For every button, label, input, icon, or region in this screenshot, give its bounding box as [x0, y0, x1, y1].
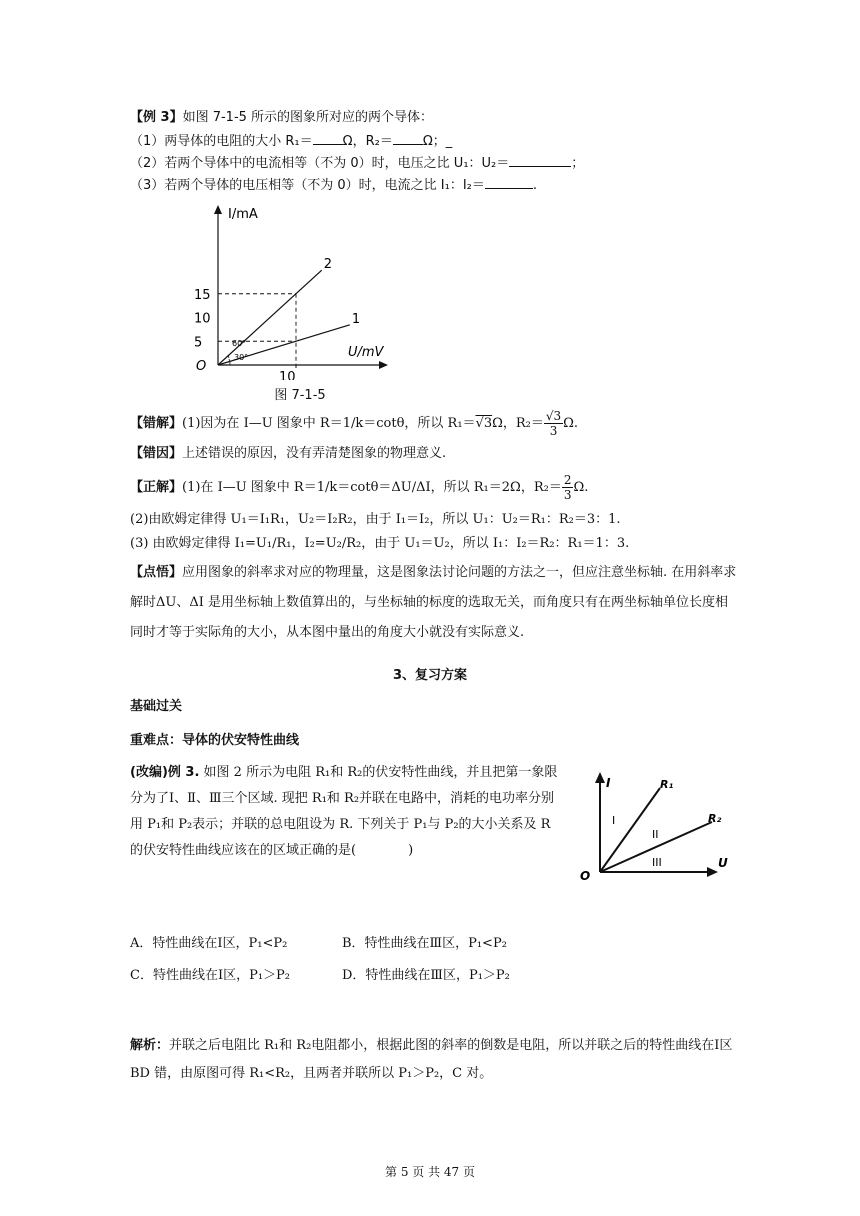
example-intro-text: 如图 7-1-5 所示的图象所对应的两个导体： — [182, 110, 434, 125]
key-point-heading: 重难点：导体的伏安特性曲线 — [130, 733, 300, 748]
x-tick-label-10: 10 — [279, 370, 296, 380]
wrong-solution — [130, 408, 578, 440]
series-line-2 — [218, 270, 322, 365]
correct-solution-text: (1)在 I—U 图象中 R＝1/k＝cotθ＝ΔU/ΔI，所以 R₁＝2Ω，R₂＝ — [182, 480, 562, 495]
option-c: C．特性曲线在Ⅰ区，P₁＞P₂ — [130, 968, 290, 983]
region-2-label: II — [652, 828, 659, 841]
question-3-text-b: . — [532, 178, 538, 193]
option-row-1 — [130, 934, 507, 954]
origin-label: O — [580, 869, 591, 883]
correct-solution-heading: 【正解】 — [130, 480, 183, 495]
basic-heading: 基础过关 — [130, 699, 183, 714]
fraction-denominator: 3 — [549, 424, 558, 438]
answer-blank — [509, 152, 571, 167]
angle-60-label: 60° — [232, 339, 247, 348]
option-row-2 — [130, 966, 510, 986]
series-label-2: 2 — [323, 257, 333, 273]
wrong-solution-heading: 【错解】 — [130, 416, 183, 431]
wrong-solution-text: (1)因为在 I—U 图象中 R＝1/k＝cotθ，所以 R₁＝ — [182, 416, 476, 431]
question-3-text-a: （3）若两个导体的电压相等（不为 0）时，电流之比 I₁：I₂＝ — [130, 178, 485, 193]
answer-blank — [393, 130, 423, 145]
u-axis-label: U — [718, 856, 728, 870]
origin-label: O — [196, 359, 207, 374]
question-2-text-b: ； — [571, 156, 585, 171]
y-axis-arrow — [214, 205, 222, 214]
adapted-example-3 — [130, 760, 560, 864]
y-tick-label-15: 15 — [194, 287, 211, 303]
angle-30-label: 30° — [234, 353, 249, 362]
figure-caption: 图 7-1-5 — [274, 388, 326, 403]
option-d: D．特性曲线在Ⅲ区，P₁＞P₂ — [342, 968, 510, 983]
figure-2-iv-curves — [576, 768, 746, 886]
y-tick-label-10: 10 — [194, 311, 211, 327]
i-axis-arrow — [595, 772, 605, 783]
adapted-example-lead: (改编)例 3. — [130, 765, 200, 780]
option-a: A．特性曲线在Ⅰ区，P₁<P₂ — [130, 936, 288, 951]
correct-solution-step-2: (2)由欧姆定律得 U₁＝I₁R₁，U₂＝I₂R₂，由于 I₁＝I₂，所以 U₁：U₂＝R₁：R₂＝3：1. — [130, 512, 621, 527]
fraction-denominator: 3 — [563, 488, 572, 502]
fraction-2-over-3 — [562, 473, 574, 502]
i-axis-label: I — [606, 776, 611, 790]
question-1-text-c: Ω；_ — [422, 134, 453, 149]
correct-solution-end: Ω. — [573, 480, 589, 495]
error-cause-heading: 【错因】 — [130, 446, 183, 461]
fraction-sqrt3-over-3 — [544, 409, 563, 438]
example-3-intro — [130, 108, 433, 128]
analysis-paragraph — [130, 1032, 740, 1088]
y-axis-label: I/mA — [228, 207, 258, 222]
section-title: 3、复习方案 — [392, 668, 468, 683]
wrong-solution-mid: Ω，R₂＝ — [492, 416, 544, 431]
insight-paragraph — [130, 558, 740, 648]
question-2-text-a: （2）若两个导体中的电流相等（不为 0）时，电压之比 U₁：U₂＝ — [130, 156, 510, 171]
error-cause — [130, 444, 446, 464]
question-1-text-a: （1）两导体的电阻的大小 R₁＝ — [130, 134, 313, 149]
sqrt3-value: √3 — [475, 416, 493, 431]
error-cause-text: 上述错误的原因，没有弄清楚图象的物理意义. — [182, 446, 447, 461]
r1-label: R₁ — [660, 778, 674, 791]
correct-solution-step-3: (3) 由欧姆定律得 I₁=U₁/R₁，I₂=U₂/R₂，由于 U₁＝U₂，所以 I₁：I₂＝R₂：R₁＝1：3. — [130, 536, 630, 551]
u-axis-arrow — [707, 867, 718, 877]
figure-7-1-5-chart — [190, 200, 390, 380]
fraction-numerator: √3 — [545, 409, 562, 423]
adapted-example-text: 如图 2 所示为电阻 R₁和 R₂的伏安特性曲线，并且把第一象限分为了Ⅰ、Ⅱ、Ⅲ三个区域. 现把 R₁和 R₂并联在电路中，消耗的电功率分别用 P₁和 P₂表示；并联的总电阻设为 R. 下列关于 P₁与 P₂的大小关系及 R 的伏安特性曲线应该在的区域正确的是( ) — [130, 765, 558, 858]
analysis-text: 并联之后电阻比 R₁和 R₂电阻都小，根据此图的斜率的倒数是电阻，所以并联之后的特性曲线在Ⅰ区 BD 错，由原图可得 R₁<R₂，且两者并联所以 P₁＞P₂，C 对。 — [130, 1038, 733, 1081]
question-1 — [130, 130, 452, 152]
r2-label: R₂ — [708, 812, 722, 825]
insight-heading: 【点悟】 — [130, 565, 183, 580]
region-1-label: I — [612, 814, 616, 827]
x-axis-arrow — [379, 361, 388, 369]
x-axis-label: U/mV — [348, 345, 384, 360]
y-tick-label-5: 5 — [194, 335, 203, 351]
option-b: B．特性曲线在Ⅲ区，P₁<P₂ — [342, 936, 507, 951]
answer-blank — [313, 130, 343, 145]
series-label-1: 1 — [351, 311, 361, 327]
question-1-text-b: Ω，R₂＝ — [342, 134, 393, 149]
insight-text: 应用图象的斜率求对应的物理量，这是图象法讨论问题的方法之一，但应注意坐标轴. 在用斜率求解时ΔU、ΔI 是用坐标轴上数值算出的，与坐标轴的标度的选取无关，而角度只有在两坐标轴单位长度相同时才等于实际角的大小，从本图中量出的角度大小就没有实际意义. — [130, 565, 737, 640]
wrong-solution-end: Ω. — [563, 416, 579, 431]
answer-blank — [485, 174, 533, 189]
page-footer: 第 5 页 共 47 页 — [385, 1165, 475, 1179]
example-heading: 【例 3】 — [130, 110, 183, 125]
analysis-heading: 解析： — [130, 1038, 170, 1053]
correct-solution — [130, 472, 588, 504]
region-3-label: III — [652, 856, 662, 869]
fraction-numerator: 2 — [563, 473, 572, 487]
question-3 — [130, 174, 537, 196]
question-2 — [130, 152, 584, 174]
